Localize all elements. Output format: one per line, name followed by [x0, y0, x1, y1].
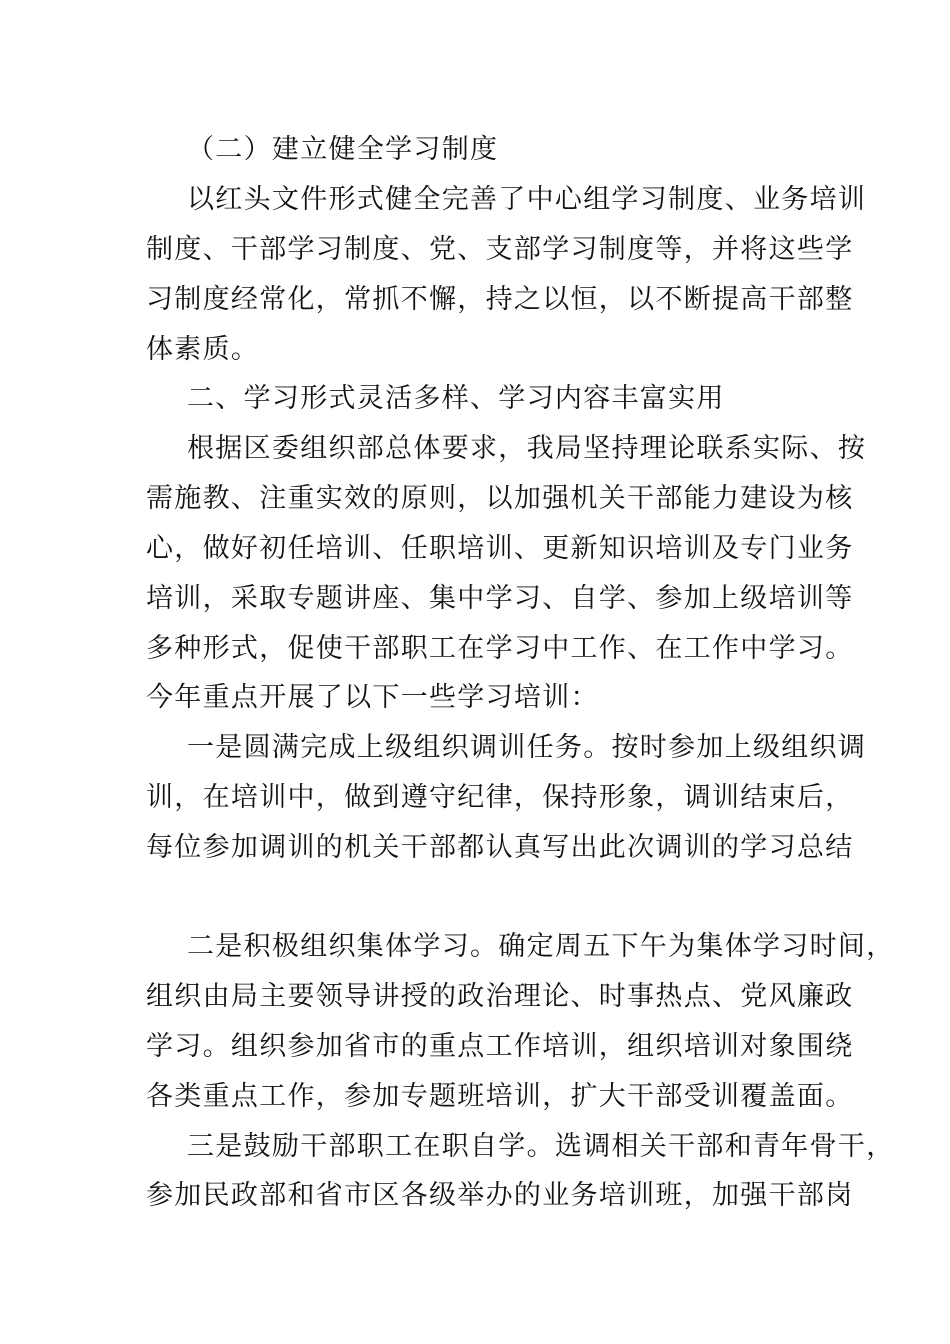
paragraph-line: 根据区委组织部总体要求，我局坚持理论联系实际、按 — [187, 433, 867, 464]
section-heading-learning-system: （二）建立健全学习制度 — [187, 134, 499, 165]
paragraph-line: 二是积极组织集体学习。确定周五下午为集体学习时间， — [187, 931, 895, 962]
paragraph-line: 培训，采取专题讲座、集中学习、自学、参加上级培训等 — [146, 583, 854, 614]
paragraph-line: 各类重点工作，参加专题班培训，扩大干部受训覆盖面。 — [146, 1081, 854, 1112]
paragraph-line: 学习。组织参加省市的重点工作培训，组织培训对象围绕 — [146, 1031, 854, 1062]
paragraph-line: 参加民政部和省市区各级举办的业务培训班，加强干部岗 — [146, 1180, 854, 1211]
paragraph-line: 习制度经常化，常抓不懈，持之以恒，以不断提高干部整 — [146, 284, 854, 315]
paragraph-line: 训，在培训中，做到遵守纪律，保持形象，调训结束后， — [146, 782, 854, 813]
paragraph-line: 制度、干部学习制度、党、支部学习制度等，并将这些学 — [146, 234, 854, 265]
section-heading-learning-forms: 二、学习形式灵活多样、学习内容丰富实用 — [187, 383, 725, 414]
paragraph-line: 一是圆满完成上级组织调训任务。按时参加上级组织调 — [187, 732, 867, 763]
paragraph-line: 三是鼓励干部职工在职自学。选调相关干部和青年骨干， — [187, 1131, 895, 1162]
paragraph-line: 心，做好初任培训、任职培训、更新知识培训及专门业务 — [146, 533, 854, 564]
paragraph-line: 体素质。 — [146, 334, 260, 365]
paragraph-line: 每位参加调训的机关干部都认真写出此次调训的学习总结 — [146, 832, 854, 863]
paragraph-line: 以红头文件形式健全完善了中心组学习制度、业务培训 — [187, 184, 867, 215]
paragraph-line: 组织由局主要领导讲授的政治理论、时事热点、党风廉政 — [146, 981, 854, 1012]
paragraph-line: 今年重点开展了以下一些学习培训： — [146, 682, 599, 713]
paragraph-line: 多种形式，促使干部职工在学习中工作、在工作中学习。 — [146, 633, 854, 664]
paragraph-line: 需施教、注重实效的原则，以加强机关干部能力建设为核 — [146, 483, 854, 514]
